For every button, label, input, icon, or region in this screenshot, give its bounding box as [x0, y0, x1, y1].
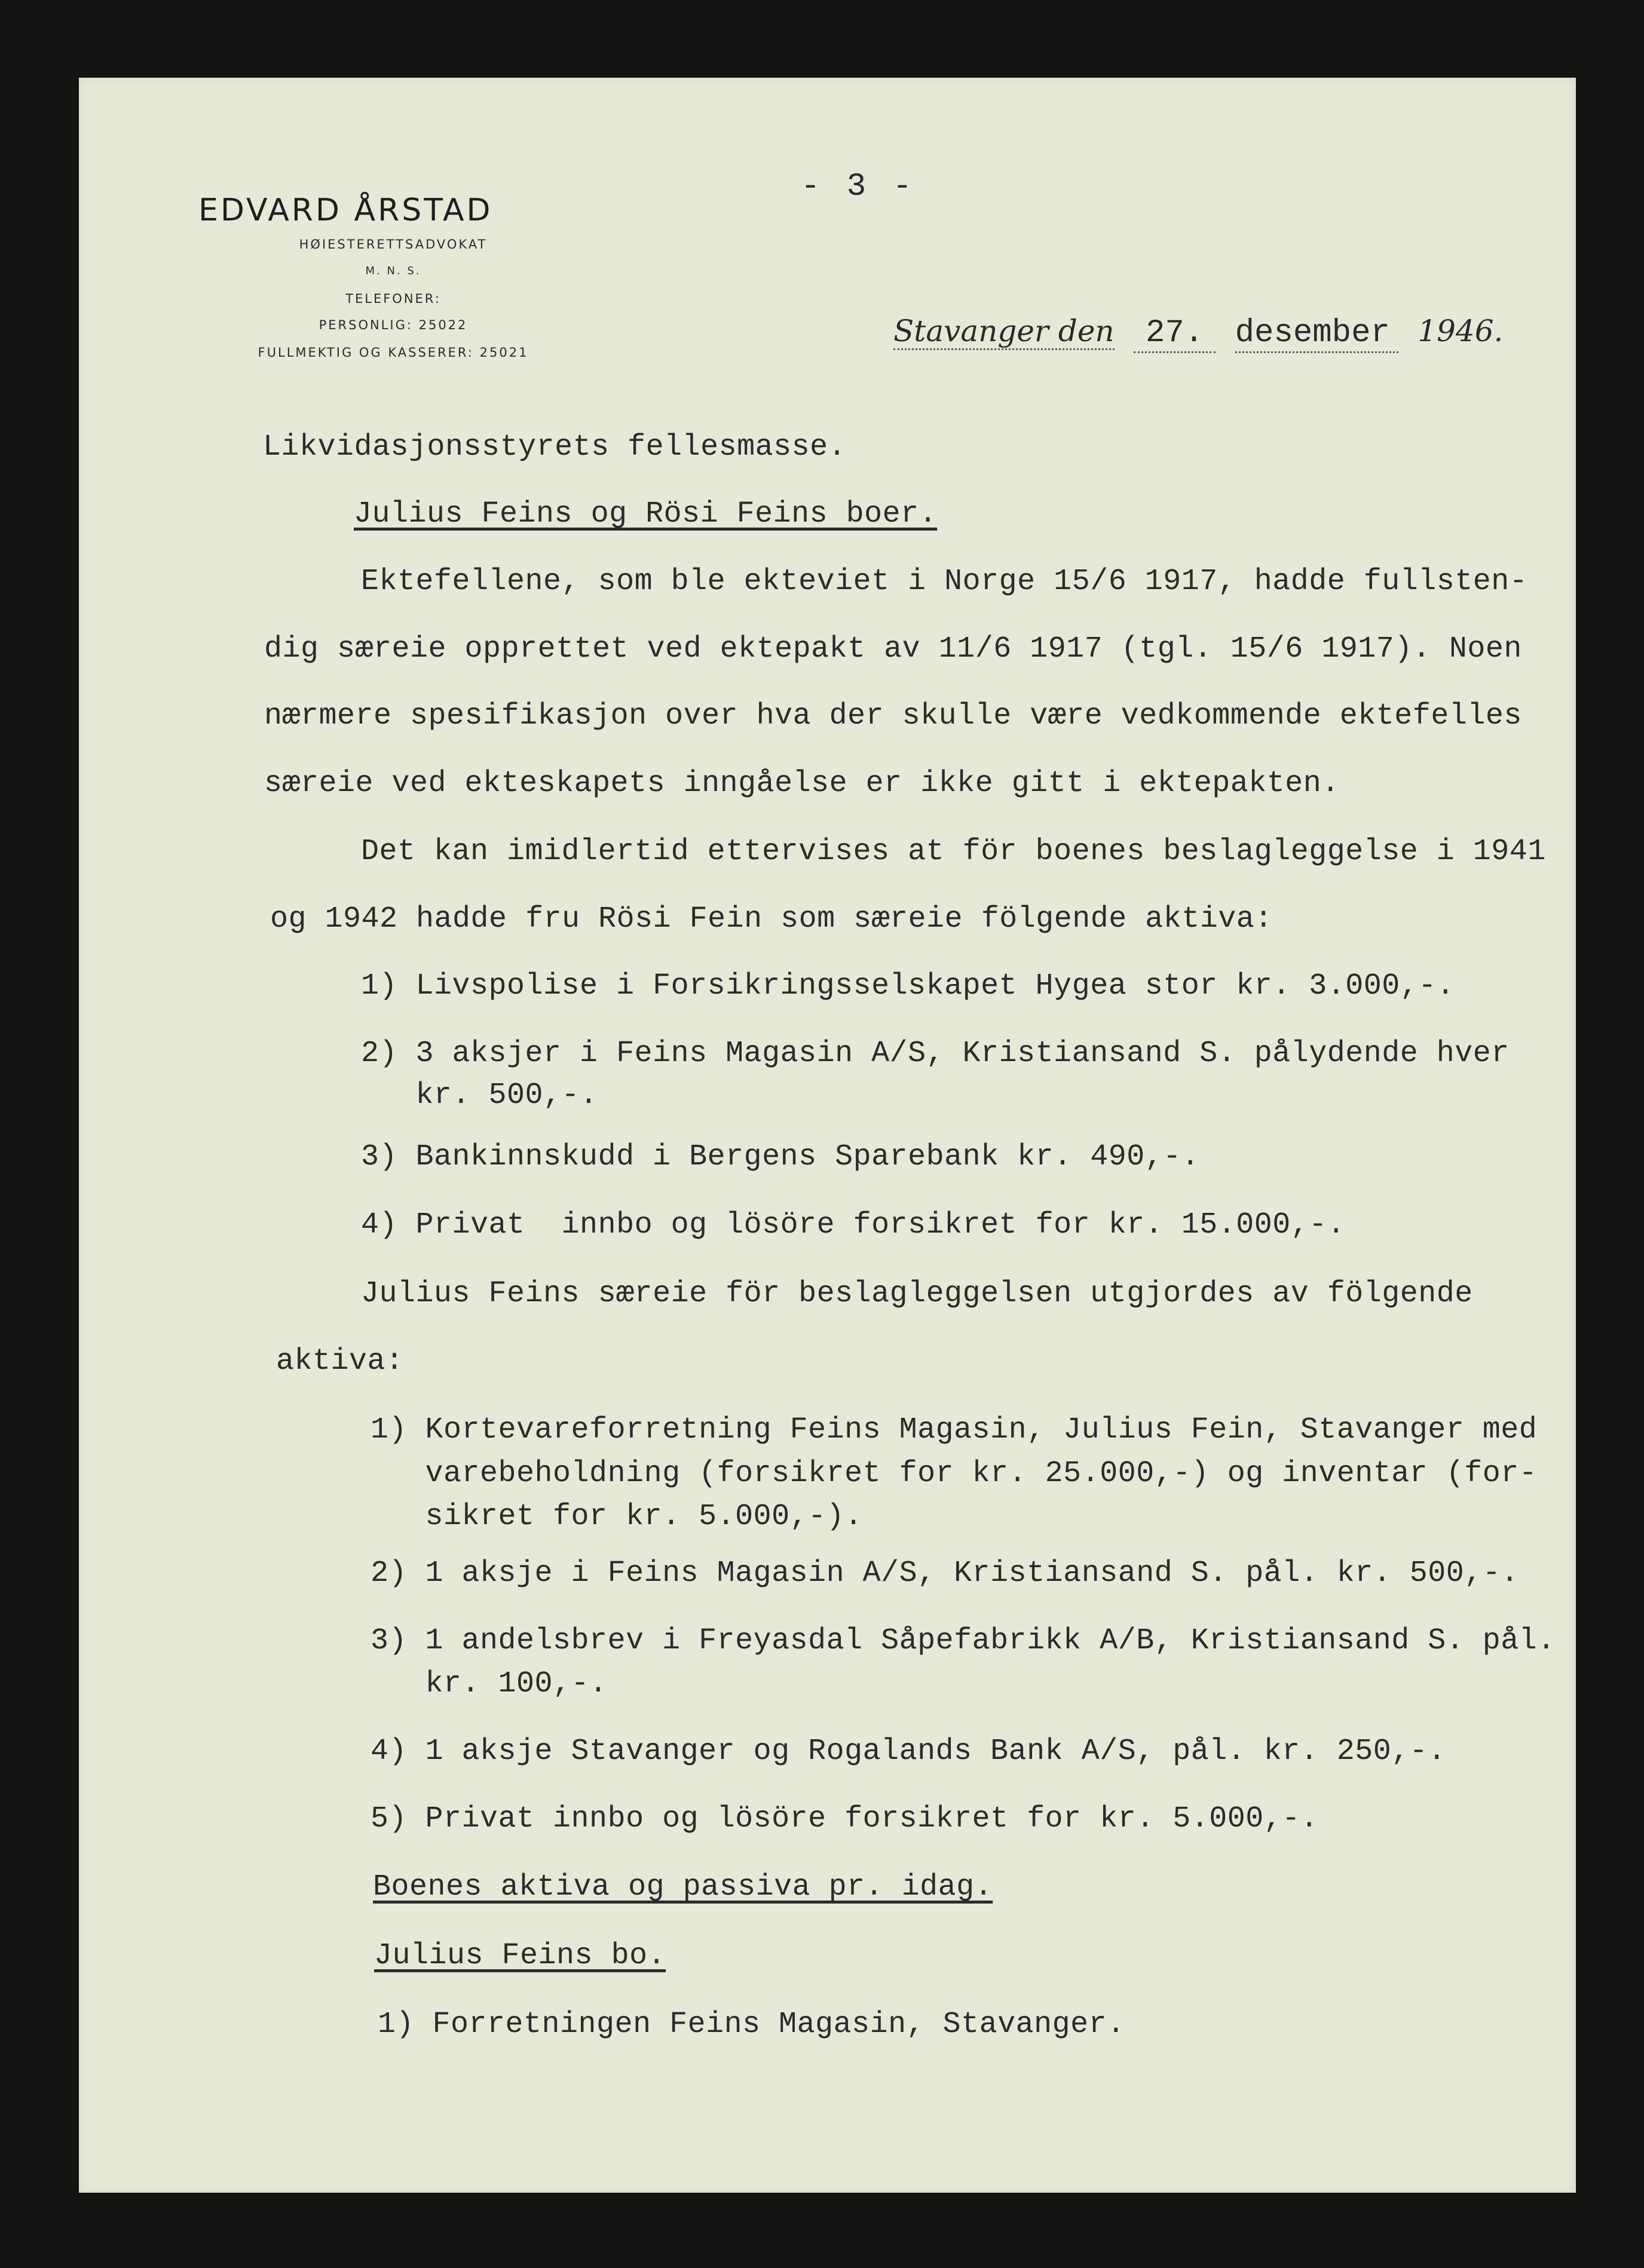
date-line: [893, 314, 1503, 351]
date-place: Stavanger den: [893, 314, 1115, 350]
subheading: Julius Feins og Rösi Feins boer.: [354, 497, 938, 531]
rosi-item-2-line1: 2) 3 aksjer i Feins Magasin A/S, Kristiansand S. pålydende hver: [361, 1037, 1510, 1071]
julius-item-1-line1: 1) Kortevareforretning Feins Magasin, Julius Fein, Stavanger med: [371, 1413, 1538, 1447]
letterhead-phones-label: TELEFONER:: [345, 292, 441, 306]
rosi-item-4: 4) Privat innbo og lösöre forsikret for kr. 15.000,-.: [361, 1208, 1346, 1242]
letterhead-personal-phone: PERSONLIG: 25022: [319, 318, 468, 332]
section-subheading: Julius Feins bo.: [374, 1939, 666, 1973]
letterhead-name: EDVARD ÅRSTAD: [198, 192, 493, 228]
para1-line2: dig særeie opprettet ved ektepakt av 11/6 1917 (tgl. 15/6 1917). Noen: [264, 632, 1522, 666]
julius-item-1-line2: varebeholdning (forsikret for kr. 25.000,-) og inventar (for-: [371, 1457, 1538, 1491]
para1-line4: særeie ved ekteskapets inngåelse er ikke gitt i ektepakten.: [264, 767, 1340, 801]
date-month: desember: [1235, 315, 1398, 353]
julius-item-5: 5) Privat innbo og lösöre forsikret for kr. 5.000,-.: [371, 1802, 1319, 1836]
date-day: 27.: [1134, 315, 1216, 353]
julius-item-1-line3: sikret for kr. 5.000,-).: [371, 1500, 863, 1534]
rosi-item-2-line2: kr. 500,-.: [361, 1078, 598, 1112]
julius-item-3-line2: kr. 100,-.: [371, 1667, 608, 1701]
date-year: 1946.: [1418, 314, 1504, 348]
rosi-item-3: 3) Bankinnskudd i Bergens Sparebank kr. 490,-.: [361, 1140, 1200, 1174]
julius-item-4: 4) 1 aksje Stavanger og Rogalands Bank A/S, pål. kr. 250,-.: [371, 1734, 1446, 1769]
letterhead-org: M. N. S.: [365, 265, 421, 277]
para2-line1: Det kan imidlertid ettervises at för boenes beslagleggelse i 1941: [361, 835, 1546, 869]
letterhead-clerk-phone: FULLMEKTIG OG KASSERER: 25021: [258, 345, 529, 360]
section-heading: Boenes aktiva og passiva pr. idag.: [373, 1870, 993, 1904]
para3-line2: aktiva:: [276, 1344, 404, 1378]
last-item: 1) Forretningen Feins Magasin, Stavanger.: [378, 2008, 1125, 2042]
julius-item-3-line1: 3) 1 andelsbrev i Freyasdal Såpefabrikk A/B, Kristiansand S. pål.: [371, 1624, 1556, 1658]
para1-line1: Ektefellene, som ble ekteviet i Norge 15/6 1917, hadde fullsten-: [361, 565, 1528, 599]
rosi-item-1: 1) Livspolise i Forsikringsselskapet Hygea stor kr. 3.000,-.: [361, 969, 1455, 1003]
julius-item-2: 2) 1 aksje i Feins Magasin A/S, Kristiansand S. pål. kr. 500,-.: [371, 1556, 1519, 1590]
para2-line2: og 1942 hadde fru Rösi Fein som særeie fölgende aktiva:: [270, 902, 1273, 936]
para3-line1: Julius Feins særeie för beslagleggelsen utgjordes av fölgende: [361, 1277, 1473, 1311]
para1-line3: nærmere spesifikasjon over hva der skulle være vedkommende ektefelles: [264, 699, 1522, 733]
page-number: - 3 -: [801, 168, 916, 205]
letterhead-title: HØIESTERETTSADVOKAT: [299, 237, 488, 252]
heading: Likvidasjonsstyrets fellesmasse.: [263, 430, 847, 464]
